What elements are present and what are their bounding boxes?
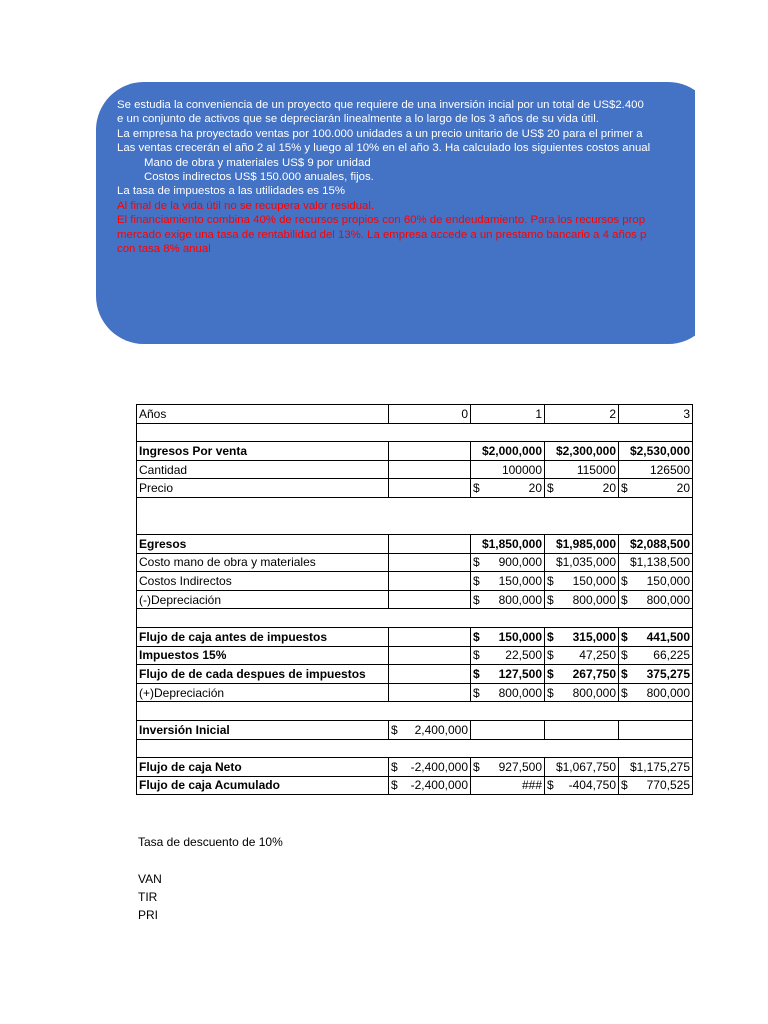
intro-line-red: Al final de la vida útil no se recupera valor residual. (117, 199, 375, 212)
currency-sign: $ (547, 666, 554, 681)
cell: 126500 (619, 460, 693, 479)
currency-sign: $ (391, 722, 398, 737)
cell (545, 627, 619, 646)
cell-value: 375,275 (646, 666, 690, 681)
currency-sign: $ (473, 685, 480, 700)
row-label: (+)Depreciación (137, 683, 389, 702)
table-row-costos-indirectos (137, 572, 693, 591)
cell (389, 758, 471, 777)
cell-value: 770,525 (646, 778, 690, 793)
cell: $1,985,000 (545, 534, 619, 553)
description-text (117, 98, 694, 256)
cell-value: 800,000 (498, 685, 542, 700)
table-row-flujo-despues (137, 665, 693, 684)
cell-value: 66,225 (653, 648, 690, 663)
table-row-precio (137, 479, 693, 498)
cell (471, 590, 545, 609)
row-label: Costo mano de obra y materiales (137, 553, 389, 572)
cell (545, 683, 619, 702)
cell-value: 22,500 (505, 648, 542, 663)
description-box (96, 82, 716, 344)
cell (545, 479, 619, 498)
cell (471, 553, 545, 572)
cell (471, 627, 545, 646)
row-label: Inversión Inicial (137, 720, 389, 739)
cell (471, 572, 545, 591)
row-label: Flujo de caja Acumulado (137, 776, 389, 795)
cell (619, 665, 693, 684)
cell-value: 20 (602, 481, 616, 496)
cell: 115000 (545, 460, 619, 479)
row-label: (-)Depreciación (137, 590, 389, 609)
cell: $1,138,500 (619, 553, 693, 572)
table-row-flujo-acumulado (137, 776, 693, 795)
blank-cell (137, 423, 693, 442)
cell (389, 442, 471, 461)
table-row-mas-depreciacion (137, 683, 693, 702)
cell (619, 720, 693, 739)
description-clip (96, 82, 694, 344)
cell (545, 646, 619, 665)
cell: 3 (619, 405, 693, 424)
table-row-ingresos (137, 442, 693, 461)
cell (389, 646, 471, 665)
cell (389, 720, 471, 739)
cell (545, 665, 619, 684)
cell (389, 683, 471, 702)
cell-value: 900,000 (498, 555, 542, 570)
cell: $1,035,000 (545, 553, 619, 572)
row-label: Cantidad (137, 460, 389, 479)
currency-sign: $ (547, 573, 554, 588)
currency-sign: $ (473, 555, 480, 570)
blank-cell (137, 739, 693, 758)
cell-value: 127,500 (498, 666, 542, 681)
intro-line: Mano de obra y materiales US$ 9 por unidad (144, 156, 371, 169)
cell (389, 479, 471, 498)
table-row-costo-mano (137, 553, 693, 572)
cell (389, 776, 471, 795)
intro-line: Las ventas crecerán el año 2 al 15% y luego al 10% en el año 3. Ha calculado los siguientes costos anual (117, 142, 651, 155)
cell (389, 460, 471, 479)
currency-sign: $ (473, 648, 480, 663)
cell: 1 (471, 405, 545, 424)
currency-sign: $ (473, 629, 480, 644)
cell-value: 800,000 (572, 592, 616, 607)
cell: ### (471, 776, 545, 795)
cell-value: 927,500 (498, 759, 542, 774)
table-row-blank (137, 739, 693, 758)
cell (471, 720, 545, 739)
table-row-header (137, 405, 693, 424)
table-row-egresos (137, 534, 693, 553)
currency-sign: $ (547, 592, 554, 607)
blank-cell (137, 609, 693, 628)
row-label: Flujo de de cada despues de impuestos (137, 665, 389, 684)
cell (545, 572, 619, 591)
currency-sign: $ (621, 592, 628, 607)
cell-value: 800,000 (646, 685, 690, 700)
row-label: Precio (137, 479, 389, 498)
cell: 0 (389, 405, 471, 424)
currency-sign: $ (473, 573, 480, 588)
cell-value: 267,750 (572, 666, 616, 681)
intro-line-red: mercado exige una tasa de rentabilidad del 13%. La empresa accede a un prestamo bancario a 4 años p (117, 228, 647, 241)
cell: $2,000,000 (471, 442, 545, 461)
cell (471, 758, 545, 777)
cell: 100000 (471, 460, 545, 479)
cell: $1,850,000 (471, 534, 545, 553)
currency-sign: $ (473, 666, 480, 681)
currency-sign: $ (547, 648, 554, 663)
row-label: Egresos (137, 534, 389, 553)
row-label: Flujo de caja antes de impuestos (137, 627, 389, 646)
currency-sign: $ (621, 629, 628, 644)
intro-line: La tasa de impuestos a las utilidades es 15% (117, 185, 345, 198)
currency-sign: $ (621, 573, 628, 588)
currency-sign: $ (473, 759, 480, 774)
cell: $2,300,000 (545, 442, 619, 461)
row-label: Flujo de caja Neto (137, 758, 389, 777)
cell-value: 47,250 (579, 648, 616, 663)
pri-label: PRI (138, 908, 159, 922)
cell (545, 720, 619, 739)
cell (545, 776, 619, 795)
currency-sign: $ (621, 666, 628, 681)
table-row-depreciacion (137, 590, 693, 609)
table-row-inversion (137, 720, 693, 739)
cell (471, 665, 545, 684)
cell-value: 315,000 (572, 629, 616, 644)
currency-sign: $ (621, 778, 628, 793)
cell (471, 479, 545, 498)
cell (471, 646, 545, 665)
row-label: Impuestos 15% (137, 646, 389, 665)
table-row-blank (137, 609, 693, 628)
cell (619, 646, 693, 665)
cell (619, 683, 693, 702)
cell (619, 572, 693, 591)
cell (545, 590, 619, 609)
cell (389, 534, 471, 553)
van-label: VAN (138, 872, 162, 886)
cell-value: -404,750 (568, 778, 616, 793)
currency-sign: $ (473, 481, 480, 496)
currency-sign: $ (621, 685, 628, 700)
currency-sign: $ (547, 778, 554, 793)
intro-line-red: con tasa 8% anual (117, 243, 211, 256)
row-label: Años (137, 405, 389, 424)
cell (619, 479, 693, 498)
cell-value: 441,500 (646, 629, 690, 644)
cell (389, 553, 471, 572)
cell-value: 800,000 (572, 685, 616, 700)
table-row-impuestos (137, 646, 693, 665)
table-row-cantidad (137, 460, 693, 479)
currency-sign: $ (547, 629, 554, 644)
currency-sign: $ (391, 778, 398, 793)
currency-sign: $ (473, 592, 480, 607)
row-label: Ingresos Por venta (137, 442, 389, 461)
intro-line-red: El financiamiento combina 40% de recursos propios con 60% de endeudamiento. Para los recursos prop (117, 214, 646, 227)
blank-cell (137, 497, 693, 534)
table-row-flujo-neto (137, 758, 693, 777)
tir-label: TIR (138, 890, 158, 904)
blank-cell (137, 702, 693, 721)
cell: $1,175,275 (619, 758, 693, 777)
intro-line: e un conjunto de activos que se depreciarán linealmente a lo largo de los 3 años de su vida útil. (117, 113, 599, 126)
row-label: Costos Indirectos (137, 572, 389, 591)
cell-value: 150,000 (498, 573, 542, 588)
cell-value: 2,400,000 (414, 722, 468, 737)
cell: $2,530,000 (619, 442, 693, 461)
cell-value: 150,000 (646, 573, 690, 588)
intro-line: Costos indirectos US$ 150.000 anuales, fijos. (144, 171, 374, 184)
cell: 2 (545, 405, 619, 424)
cell (619, 776, 693, 795)
table-row-blank (137, 423, 693, 442)
currency-sign: $ (547, 685, 554, 700)
cash-flow-table (136, 404, 693, 795)
cell-value: 800,000 (498, 592, 542, 607)
discount-rate-label: Tasa de descuento de 10% (138, 835, 283, 849)
cell (619, 590, 693, 609)
currency-sign: $ (547, 481, 554, 496)
cell (619, 627, 693, 646)
cell: $2,088,500 (619, 534, 693, 553)
table-row-blank (137, 702, 693, 721)
currency-sign: $ (391, 759, 398, 774)
currency-sign: $ (621, 481, 628, 496)
intro-line: Se estudia la conveniencia de un proyecto que requiere de una inversión incial por un total de US$2.400 (117, 99, 644, 111)
cell (389, 590, 471, 609)
currency-sign: $ (621, 648, 628, 663)
cell (471, 683, 545, 702)
cell-value: -2,400,000 (410, 778, 468, 793)
page-edge (695, 70, 768, 360)
intro-line: La empresa ha proyectado ventas por 100.000 unidades a un precio unitario de US$ 20 para el primer a (117, 127, 643, 140)
cell-value: 150,000 (572, 573, 616, 588)
table-row-blank (137, 497, 693, 534)
cell-value: -2,400,000 (410, 759, 468, 774)
cell (389, 665, 471, 684)
cell (389, 627, 471, 646)
cell-value: 20 (528, 481, 542, 496)
table-row-flujo-antes (137, 627, 693, 646)
cell-value: 20 (676, 481, 690, 496)
cell (389, 572, 471, 591)
cell-value: 150,000 (498, 629, 542, 644)
cell-value: 800,000 (646, 592, 690, 607)
cell: $1,067,750 (545, 758, 619, 777)
